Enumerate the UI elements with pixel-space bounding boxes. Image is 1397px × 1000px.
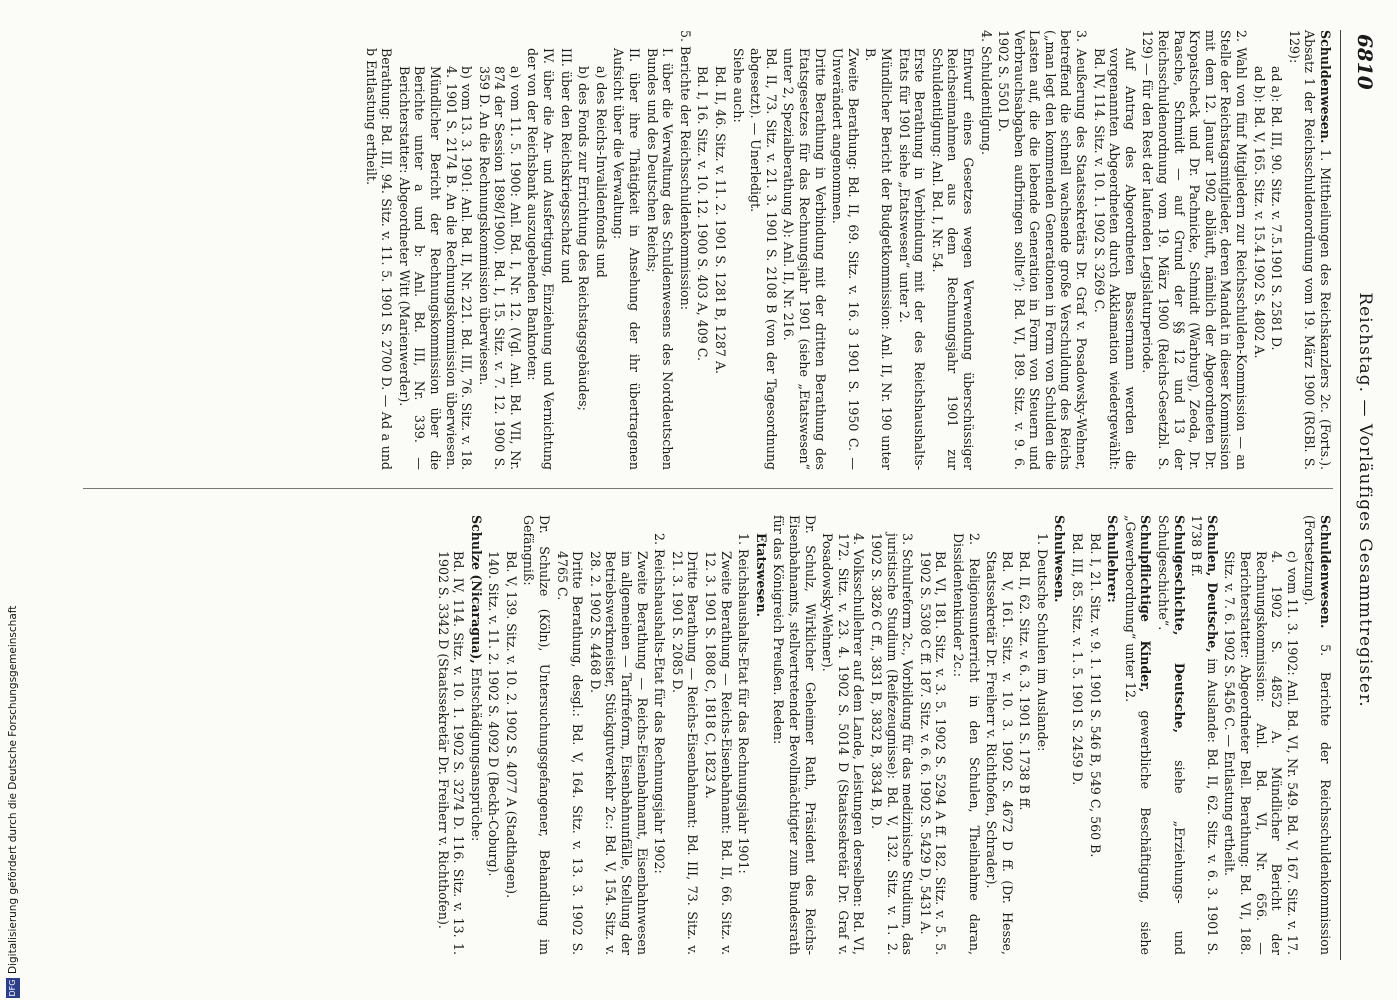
index-entry bbox=[730, 30, 746, 470]
index-entry-text: Zweite Berathung — Reichs-Eisenbahnamt: Bd. II, 66. Sitz. v. 12. 3. 1901 S. 1808 C, 1818 C, 1823 A. bbox=[703, 551, 734, 955]
index-entry-text: 2. Reichshaushalts-Etat für das Rechnungsjahr 1902: bbox=[652, 533, 668, 874]
index-entry-text: c) vom 11. 3. 1902: Anl. Bd. VI, Nr. 549. Bd. V, 167. Sitz. v. 17. 4. 1902 S. 4852 A. Mündlicher Bericht der Rechnungskommission: Anl. Bd. VI, Nr. 656. — Berichterstatter: Abgeordneter Bell. Berathung: Bd. VI, 188. Sitz. v. 7. 6. 1902 S. 5456 C. — Entlastung ertheilt. bbox=[1222, 551, 1300, 955]
index-entry-text: Bd. VI, 181. Sitz. v. 3. 5. 1902 S. 5294 A ff. 182. Sitz. v. 5. 5. 1902 S. 5308 C ff. 187. Sitz. v. 6. 6. 1902 S. 5429 D, 5431 A. bbox=[917, 551, 949, 955]
index-entry bbox=[1070, 515, 1086, 955]
index-entry-text: 140. Sitz. v. 11. 2. 1902 S. 4092 D (Beckh-Coburg). bbox=[486, 551, 502, 877]
index-entry bbox=[1155, 515, 1186, 955]
index-entry-text: Bd. V, 139. Sitz. v. 10. 2. 1902 S. 4077 A (Stadthagen). bbox=[503, 551, 519, 899]
index-entry bbox=[1052, 515, 1068, 955]
index-entry-text: II. über ihre Thätigkeit in Ansehung der ihr übertragenen Aufsicht über die Verwaltung: bbox=[611, 48, 643, 470]
index-keyword: Schulwesen. bbox=[1052, 515, 1068, 603]
index-entry-text: 2. Religionsunterricht in den Schulen, Theilnahme daran, Dissidentenkinder 2c.: bbox=[950, 533, 982, 955]
index-entry bbox=[1251, 30, 1267, 470]
index-entry-text: Dritte Berathung, desgl.: Bd. V, 164. Sitz. v. 13. 3. 1902 S. 4765 C. bbox=[554, 551, 586, 955]
right-column bbox=[433, 515, 1333, 955]
index-entry bbox=[1105, 515, 1121, 955]
index-entry-text: 3. Aeußerung des Staatssekretärs Dr. Graf v. Posadowsky-Wehner, betreffend die schnell wachsende große Verschuldung des Reichs („man legt den kommenden Generationen in Form von Schulden die Lasten auf, die die lebende Generation in Form von Steuern und Verbrauchsabgaben aufbringen sollte“): Bd. VI, 189. Sitz. v. 9. 6. 1902 S. 5501 D. bbox=[996, 30, 1090, 470]
index-entry-text: Berathung: Bd. III, 94. Sitz. v. 11. 5. 1901 S. 2700 D. — Ad a und b Entlastung ertheilt. bbox=[363, 48, 395, 470]
index-entry-text: ad a): Bd. III, 90. Sitz. v. 7.5.1901 S. 2581 D. bbox=[1269, 66, 1285, 351]
index-entry bbox=[1302, 515, 1333, 955]
index-entry-text: Bd. I, 21. Sitz. v. 9. 1. 1901 S. 546 B, 549 C, 560 B. bbox=[1087, 533, 1103, 858]
index-entry bbox=[781, 30, 828, 470]
page-header bbox=[1349, 0, 1377, 1000]
index-entry bbox=[863, 30, 894, 470]
index-entry bbox=[1091, 30, 1138, 470]
index-entry-text: I. über die Verwaltung des Schuldenwesens des Norddeutschen Bundes und des Deutschen Reichs; bbox=[644, 48, 676, 470]
index-entry-text: siehe „Erziehungs- und Schulgeschichte“. bbox=[1156, 515, 1187, 955]
index-entry-text: 1. Mittheilungen des Reichskanzlers 2c. (Forts.). Absatz 1 der Reichsschuldenordnung vom 19. März 1900 (RGBl. S. 129): bbox=[1286, 30, 1333, 470]
index-entry bbox=[1034, 515, 1050, 955]
index-entry bbox=[525, 30, 556, 470]
running-head: Reichstag. — Vorläufiges Gesammtregister. bbox=[1355, 292, 1375, 708]
index-entry bbox=[950, 515, 981, 955]
index-entry-text: IV. über die An- und Ausfertigung, Einziehung und Vernichtung der von der Reichsbank auszugebenden Banknoten: bbox=[525, 48, 557, 470]
index-entry-text: a) vom 11. 5. 1900: Anl. Bd. I, Nr. 12. (Vgl. Anl. Bd. VII, Nr. 874 der Session 1898/1900). Bd. I, 15. Sitz. v. 7. 12. 1900 S. 359 D. An die Rechnungskommission überwiesen. bbox=[476, 66, 523, 470]
index-entry bbox=[1087, 515, 1103, 955]
index-entry-text: ad b): Bd. V, 165. Sitz. v. 15.4.1902 S. 4802 A. bbox=[1251, 66, 1267, 359]
index-entry-text: Bd. V, 161. Sitz. v. 10. 3. 1902 S. 4672 D ff. (Dr. Hesse, Staatssekretär Dr. Freiherr v. Richthofen, Schrader). bbox=[984, 551, 1015, 955]
index-entry bbox=[611, 30, 642, 470]
index-keyword: Etatswesen. bbox=[753, 533, 769, 617]
index-entry-text: III. über den Reichskriegsschatz und bbox=[558, 48, 574, 284]
index-entry-text: Bd. II, 46. Sitz. v. 11. 2. 1901 S. 1281 B, 1287 A. bbox=[713, 66, 729, 375]
index-entry bbox=[978, 30, 994, 470]
index-entry bbox=[554, 515, 585, 955]
index-entry bbox=[677, 30, 693, 470]
index-entry bbox=[1222, 515, 1300, 955]
index-entry-text: b) vom 13. 3. 1901: Anl. Bd. II, Nr. 221. Bd. III, 76. Sitz. v. 18. 4. 1901 S. 2174 B. An die Rechnungskommission überwiesen. Mündlicher Bericht der Rechnungskommission über die Berichte unter a und b: Anl. Bd. III, Nr. 339. — Berichterstatter: Abgeordneter Witt (Marienwerder). bbox=[396, 66, 475, 470]
index-entry-text: Bd. I, 16. Sitz. v. 10. 12. 1900 S. 403 A, 409 C. bbox=[695, 66, 711, 361]
index-keyword: Schullehrer: bbox=[1105, 515, 1121, 603]
index-keyword: Schulpflichtige Kinder, bbox=[1138, 515, 1154, 693]
index-entry bbox=[984, 515, 1015, 955]
index-entry bbox=[1140, 30, 1249, 470]
index-entry-text: gewerbliche Beschäftigung, siehe „Gewerbeordnung“ unter 12. bbox=[1122, 515, 1154, 955]
index-keyword: Schuldenwesen. bbox=[1318, 30, 1333, 144]
index-keyword: Schuldenwesen. bbox=[1318, 515, 1333, 629]
dfg-logo-icon: DFG bbox=[6, 978, 20, 998]
index-entry bbox=[996, 30, 1090, 470]
index-entry bbox=[917, 515, 948, 955]
index-entry bbox=[1017, 515, 1033, 955]
index-entry bbox=[576, 30, 592, 470]
index-entry bbox=[929, 30, 976, 470]
index-entry bbox=[736, 515, 752, 955]
index-entry bbox=[1122, 515, 1153, 955]
index-entry-text: im Auslande: Bd. II, 62. Sitz. v. 6. 3. 1901 S. 1738 B ff. bbox=[1189, 515, 1220, 955]
index-entry-text: Dr. Schulze (Köln), Untersuchungsgefangener, Behandlung im Gefängniß: bbox=[521, 515, 553, 955]
index-entry-text: 3. Schulreform 2c., Vorbildung für das medizinische Studium, das juristische Studium (Reifezeugnisse): Bd. V, 132. Sitz. v. 1. 2. 1902 S. 3826 C ff., 3831 B, 3832 B, 3834 B, D. bbox=[868, 533, 916, 955]
index-entry bbox=[587, 515, 649, 955]
index-entry bbox=[644, 30, 675, 470]
index-entry-text: a) des Reichs-Invalidenfonds und bbox=[593, 66, 609, 278]
index-entry-text: Entwurf eines Gesetzes wegen Verwendung überschüssiger Reichseinnahmen aus dem Rechnungsjahr 1901 zur Schuldentilgung: Anl. Bd. I, Nr. 54. bbox=[929, 48, 976, 470]
index-entry bbox=[753, 515, 769, 955]
header-rule bbox=[1340, 30, 1341, 960]
index-entry-text: Siehe auch: bbox=[730, 48, 746, 123]
index-entry-text: Dr. Schulz, Wirklicher Geheimer Rath, Präsident des Reichs-Eisenbahnamts, stellvertretender Bevollmächtigter zum Bundesrath für das Königreich Preußen. Reden: bbox=[771, 515, 818, 955]
index-entry-text: Entschädigungsansprüche: bbox=[468, 663, 484, 842]
index-entry-text: Dritte Berathung — Reichs-Eisenbahnamt: Bd. III, 73. Sitz. v. 21. 3. 1901 S. 2085 D. bbox=[669, 551, 701, 955]
index-entry bbox=[558, 30, 574, 470]
index-entry-text: 1. Deutsche Schulen im Auslande: bbox=[1034, 533, 1050, 752]
index-keyword: Schulze (Nicaragua), bbox=[468, 515, 484, 664]
left-column bbox=[361, 30, 1333, 470]
index-entry bbox=[521, 515, 552, 955]
index-entry-text: Mündlicher Bericht der Budgetkommission: Anl. II, Nr. 190 unter B. bbox=[863, 48, 894, 470]
index-entry bbox=[712, 30, 728, 470]
index-entry-text: Zweite Berathung: Bd. II, 69. Sitz. v. 16. 3 1901 S. 1950 C. — Unverändert angenommen. bbox=[830, 48, 861, 470]
index-keyword: Schulgeschichte, Deutsche, bbox=[1171, 515, 1187, 734]
index-entry bbox=[476, 30, 523, 470]
index-entry bbox=[1189, 515, 1220, 955]
index-entry-text: Auf Antrag des Abgeordneten Bassermann werden die vorgenannten Abgeordneten durch Akklamation wiedergewählt: Bd. IV, 114. Sitz. v. 10. 1. 1902 S. 3269 C. bbox=[1091, 48, 1138, 470]
index-entry bbox=[695, 30, 711, 470]
index-entry-text: 2. Wahl von fünf Mitgliedern zur Reichsschulden-Kommission — an Stelle der Reichstagsmitglieder, deren Mandat in dieser Kommission mit dem 12. Januar 1902 abläuft, nämlich der Abgeordneten Dr. Kropatscheck und Dr. Pachnicke, Schmidt (Warburg), Zeoda, Dr. Paasche, Schmidt — auf Grund der §§ 12 und 13 der Reichsschuldenordnung vom 19. März 1900 (Reichs-Gesetzbl. S. 129) — für den Rest der laufenden Legislaturperiode. bbox=[1140, 30, 1250, 470]
index-entry bbox=[868, 515, 915, 955]
index-entry-text: Erste Berathung in Verbindung mit der des Reichshaushalts-Etats für 1901 siehe „Etatswesen“ unter 2. bbox=[896, 48, 928, 470]
index-keyword: Schulen, Deutsche, bbox=[1204, 515, 1220, 653]
index-entry-text: 4. Volksschullehrer auf dem Lande, Leistungen derselben: Bd. VI, 172. Sitz. v. 23. 4. 1902 S. 5014 D (Staatssekretär Dr. Graf v. Posadowsky-Wehner). bbox=[820, 533, 867, 955]
index-entry bbox=[435, 515, 466, 955]
index-entry bbox=[702, 515, 733, 955]
index-entry-text: 4. Schuldentilgung. bbox=[978, 30, 994, 156]
index-entry bbox=[830, 30, 861, 470]
index-entry bbox=[748, 30, 779, 470]
index-entry-text: 5. Berichte der Reichsschuldenkommission: bbox=[677, 30, 693, 310]
index-entry bbox=[468, 515, 484, 955]
index-entry bbox=[486, 515, 502, 955]
index-entry-text: Bd. III, 85. Sitz. v. 1. 5. 1901 S. 2459 D. bbox=[1070, 533, 1086, 786]
index-entry bbox=[896, 30, 927, 470]
index-entry bbox=[363, 30, 394, 470]
index-entry-text: Bd. IV, 114. Sitz. v. 10. 1. 1902 S. 3274 D. 116. Sitz. v. 13. 1. 1902 S. 3342 D (Staatssekretär Dr. Freiherr v. Richthofen). bbox=[435, 551, 467, 955]
index-entry bbox=[503, 515, 519, 955]
index-entry bbox=[1269, 30, 1285, 470]
digitization-note: Digitalisierung gefördert durch die Deutsche Forschungsgemeinschaft bbox=[7, 605, 19, 974]
index-entry bbox=[1286, 30, 1333, 470]
index-entry-text: Zweite Berathung — Reichs-Eisenbahnamt, Eisenbahnwesen im allgemeinen — Tarifreform, Eisenbahnunfälle, Stellung der Betriebswerkmeister, Stückgutverkehr 2c.: Bd. V, 154. Sitz. v. 28. 2. 1902 S. 4468 D. bbox=[587, 551, 650, 955]
index-entry-text: b) des Fonds zur Errichtung des Reichstagsgebäudes; bbox=[576, 66, 592, 411]
index-entry-text: Bd. II, 73. Sitz. v. 21. 3. 1901 S. 2108 B (von der Tagesordnung abgesetzt). — Unerledigt. bbox=[748, 48, 779, 470]
index-entry-text: 1. Reichshaushalts-Etat für das Rechnungsjahr 1901: bbox=[736, 533, 752, 874]
digitization-footer bbox=[6, 0, 22, 1000]
index-entry bbox=[652, 515, 668, 955]
index-entry-text: 5. Berichte der Reichsschuldenkommission (Fortsetzung). bbox=[1302, 515, 1333, 955]
index-entry bbox=[593, 30, 609, 470]
index-entry-text: Dritte Berathung in Verbindung mit der dritten Berathung des Etatsgesetzes für das Rechnungsjahr 1901 (siehe „Etatswesen“ unter 2, Spezialberathung A): Anl. II, Nr. 216. bbox=[781, 48, 828, 470]
index-entry bbox=[771, 515, 818, 955]
index-entry bbox=[669, 515, 700, 955]
column-divider bbox=[83, 488, 1333, 489]
index-entry bbox=[820, 515, 867, 955]
index-entry bbox=[396, 30, 474, 470]
index-entry-text: Bd. II, 62. Sitz. v. 6. 3. 1901 S. 1738 B ff. bbox=[1017, 551, 1033, 811]
page-number: 6810 bbox=[1353, 34, 1377, 90]
